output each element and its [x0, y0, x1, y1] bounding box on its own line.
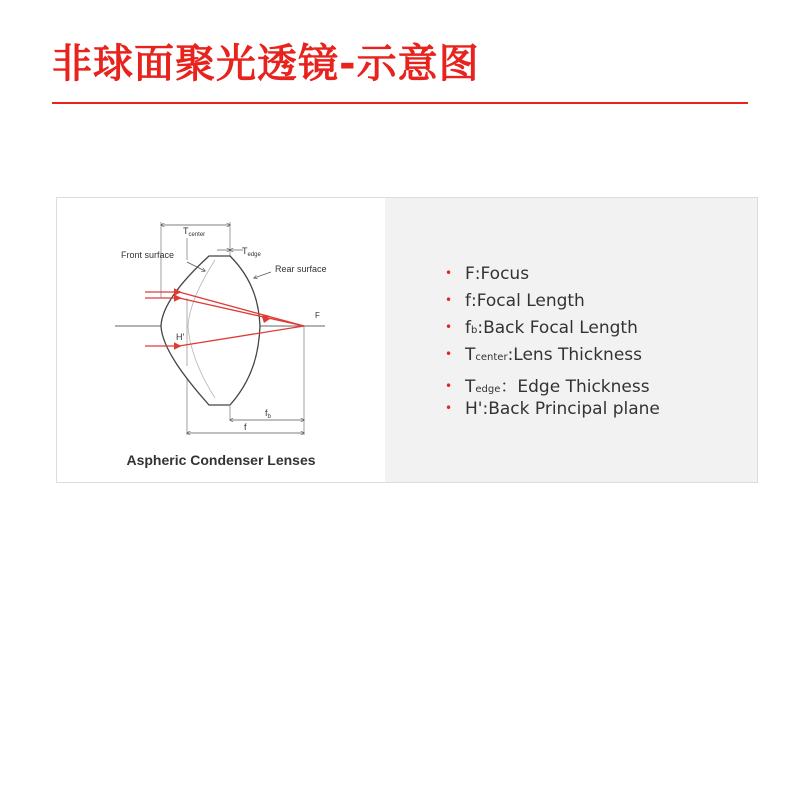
legend-item-principal-plane: • H' :Back Principal plane	[445, 399, 660, 419]
legend-item-lens-thickness: • T center :Lens Thickness	[445, 345, 642, 365]
diagram-panel	[56, 197, 758, 483]
rear-surface-leader	[254, 272, 271, 278]
bullet-icon: •	[445, 266, 453, 280]
lens-diagram	[57, 198, 385, 482]
legend-item-focal-length: • f :Focal Length	[445, 291, 585, 311]
t-edge-label: $T_{edge}$	[242, 246, 261, 258]
front-surface-label: Front surface	[121, 250, 175, 260]
t-center-label: $T_{center}$	[183, 226, 206, 238]
f-label: f	[244, 422, 247, 432]
page-title: 非球面聚光透镜-示意图	[52, 41, 480, 87]
lens-diagram-svg	[57, 198, 385, 482]
principal-plane-label: H'	[176, 332, 185, 342]
legend-item-focus: • F :Focus	[445, 264, 530, 284]
legend-list	[445, 264, 660, 426]
bullet-icon: •	[445, 379, 453, 393]
lens-outline	[161, 256, 260, 405]
legend-item-back-focal-length: • f b :Back Focal Length	[445, 318, 638, 338]
bullet-icon: •	[445, 347, 453, 361]
rear-surface-label: Rear surface	[275, 264, 327, 274]
fb-label: $f_b$	[265, 408, 271, 420]
bullet-icon: •	[445, 401, 453, 415]
bullet-icon: •	[445, 320, 453, 334]
legend-item-edge-thickness: • T edge ：Edge Thickness	[445, 377, 650, 397]
legend-panel	[385, 198, 757, 482]
bullet-icon: •	[445, 293, 453, 307]
diagram-caption: Aspheric Condenser Lenses	[126, 452, 316, 468]
focus-label: F	[315, 311, 320, 320]
title-divider	[52, 102, 748, 104]
